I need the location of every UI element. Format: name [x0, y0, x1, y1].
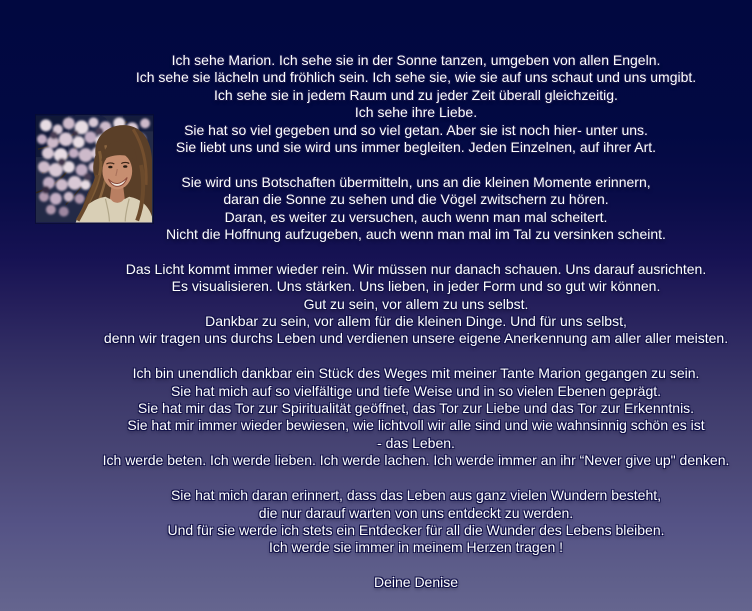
text-line: Ich bin unendlich dankbar ein Stück des Weges mit meiner Tante Marion gegangen zu sein.: [132, 365, 700, 382]
text-line: Und für sie werde ich stets ein Entdecker für all die Wunder des Lebens bleiben.: [167, 521, 665, 538]
paragraph-5: [80, 487, 752, 557]
memorial-text: [80, 0, 752, 592]
text-line: denn wir tragen uns durchs Leben und verdienen unsere eigene Anerkennung am aller aller meisten.: [103, 330, 729, 347]
text-line: Daran, es weiter zu versuchen, auch wenn man mal scheitert.: [224, 208, 608, 225]
text-line: Sie hat mich auf so vielfältige und tiefe Weise und in so vielen Ebenen geprägt.: [170, 382, 662, 399]
signature-text: Deine Denise: [373, 574, 459, 591]
paragraph-4: [80, 365, 752, 469]
text-line: Das Licht kommt immer wieder rein. Wir müssen nur danach schauen. Uns darauf ausrichten.: [125, 260, 707, 277]
text-line: Sie hat mir das Tor zur Spiritualität geöffnet, das Tor zur Liebe und das Tor zur Erkenntnis.: [137, 400, 695, 417]
text-line: Nicht die Hoffnung aufzugeben, auch wenn man mal im Tal zu versinken scheint.: [166, 226, 666, 243]
signature: [80, 574, 752, 591]
text-line: Ich sehe ihre Liebe.: [354, 104, 478, 121]
text-line: Ich werde sie immer in meinem Herzen tragen !: [268, 539, 564, 556]
text-line: Es visualisieren. Uns stärken. Uns lieben, in jeder Form und so gut wir können.: [171, 278, 661, 295]
text-line: daran die Sonne zu sehen und die Vögel zwitschern zu hören.: [223, 191, 609, 208]
text-line: Sie wird uns Botschaften übermitteln, uns an die kleinen Momente erinnern,: [181, 173, 651, 190]
text-line: Ich sehe sie in jedem Raum und zu jeder Zeit überall gleichzeitig.: [214, 86, 618, 103]
text-line: Sie hat mich daran erinnert, dass das Leben aus ganz vielen Wundern besteht,: [170, 487, 662, 504]
paragraph-2: [80, 174, 752, 244]
text-line: Dankbar zu sein, vor allem für die kleinen Dinge. Und für uns selbst,: [205, 313, 627, 330]
text-line: Sie liebt uns und sie wird uns immer begleiten. Jeden Einzelnen, auf ihrer Art.: [175, 139, 657, 156]
text-line: Sie hat mir immer wieder bewiesen, wie lichtvoll wir alle sind und wie wahnsinnig schön es ist: [127, 417, 705, 434]
text-line: - das Leben.: [377, 434, 455, 451]
paragraph-1: [80, 52, 752, 156]
paragraph-3: [80, 261, 752, 348]
text-line: Ich sehe sie lächeln und fröhlich sein. Ich sehe sie, wie sie auf uns schaut und uns umgibt.: [135, 69, 697, 86]
text-line: Sie hat so viel gegeben und so viel getan. Aber sie ist noch hier- unter uns.: [184, 121, 648, 138]
text-line: Ich sehe Marion. Ich sehe sie in der Sonne tanzen, umgeben von allen Engeln.: [171, 52, 661, 68]
text-line: Ich werde beten. Ich werde lieben. Ich werde lachen. Ich werde immer an ihr “Never give up" denken.: [102, 452, 730, 469]
text-line: Gut zu sein, vor allem zu uns selbst.: [303, 295, 529, 312]
text-line: die nur darauf warten von uns entdeckt zu werden.: [258, 504, 574, 521]
